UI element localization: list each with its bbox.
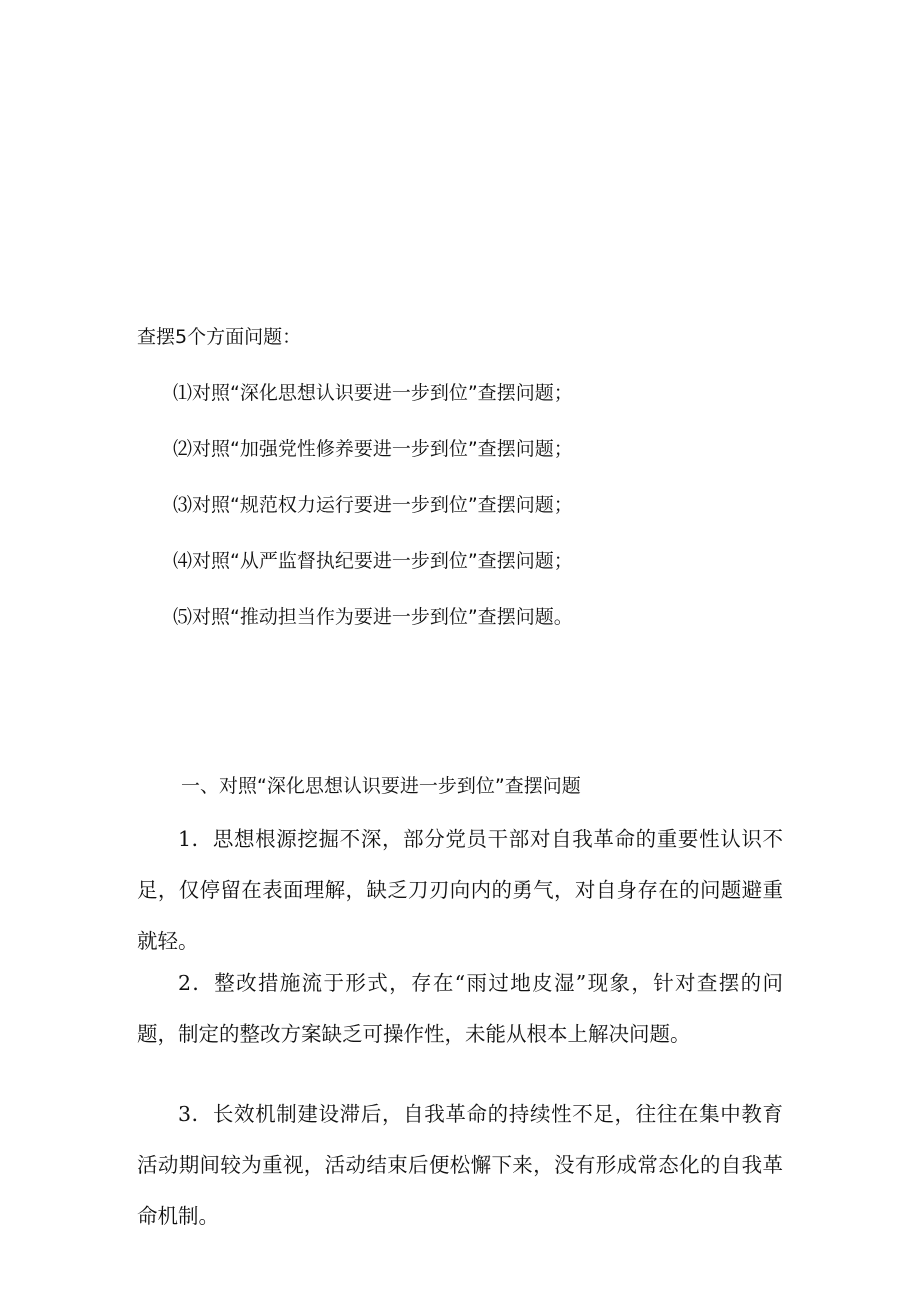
aspect-list (173, 378, 573, 658)
aspect-item-4: ⑷对照“从严监督执纪要进一步到位”查摆问题； (173, 550, 573, 572)
aspect-item-5: ⑸对照“推动担当作为要进一步到位”查摆问题。 (173, 606, 573, 628)
intro-line: 查摆5个方面问题： (137, 326, 302, 348)
aspect-item-2: ⑵对照“加强党性修养要进一步到位”查摆问题； (173, 438, 573, 460)
paragraph-1: 1．思想根源挖掘不深，部分党员干部对自我革命的重要性认识不足，仅停留在表面理解，缺乏刀刃向内的勇气，对自身存在的问题避重就轻。 (137, 827, 783, 953)
aspect-item-3: ⑶对照“规范权力运行要进一步到位”查摆问题； (173, 494, 573, 516)
paragraph-2: 2．整改措施流于形式，存在“雨过地皮湿”现象，针对查摆的问题，制定的整改方案缺乏可操作性，未能从根本上解决问题。 (137, 971, 783, 1046)
aspect-item-1: ⑴对照“深化思想认识要进一步到位”查摆问题； (173, 382, 573, 404)
paragraph-3: 3．长效机制建设滞后，自我革命的持续性不足，往往在集中教育活动期间较为重视，活动结束后便松懈下来，没有形成常态化的自我革命机制。 (137, 1102, 783, 1228)
section-heading: 一、对照“深化思想认识要进一步到位”查摆问题 (181, 775, 581, 797)
